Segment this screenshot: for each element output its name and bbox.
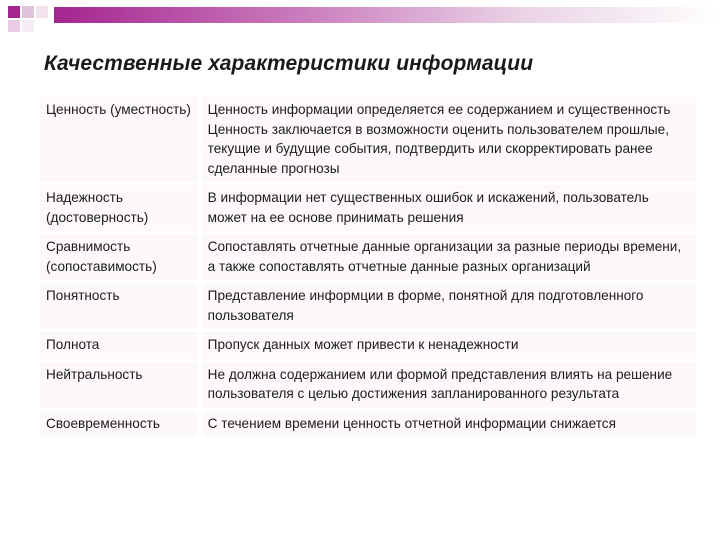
- characteristic-description: В информации нет существенных ошибок и искажений, пользователь может на ее основе принимать решения: [202, 185, 696, 231]
- characteristic-name: Сравнимость (сопоставимость): [40, 234, 202, 280]
- decor-square: [22, 20, 34, 32]
- characteristic-description: Пропуск данных может привести к ненадежности: [202, 332, 696, 359]
- table-row: [40, 362, 696, 408]
- table-row: [40, 185, 696, 231]
- characteristic-description: Ценность информации определяется ее содержанием и существенность Ценность заключается в возможности оценить пользователем прошлые, текущие и будущие события, подтвердить или скорректировать ранее сделанные прогнозы: [202, 97, 696, 182]
- characteristic-name: Полнота: [40, 332, 202, 359]
- characteristic-name: Своевременность: [40, 411, 202, 438]
- characteristic-name: Понятность: [40, 283, 202, 329]
- decor-square: [8, 6, 20, 18]
- characteristic-name: Ценность (уместность): [40, 97, 202, 182]
- decor-square: [8, 20, 20, 32]
- slide-title: Качественные характеристики информации: [44, 52, 534, 75]
- characteristic-name: Нейтральность: [40, 362, 202, 408]
- characteristics-table: [40, 94, 696, 440]
- table-row: [40, 234, 696, 280]
- gradient-band: [54, 7, 720, 23]
- characteristic-description: Представление информции в форме, понятной для подготовленного пользователя: [202, 283, 696, 329]
- table-row: [40, 411, 696, 438]
- characteristic-description: С течением времени ценность отчетной информации снижается: [202, 411, 696, 438]
- table-row: [40, 283, 696, 329]
- table-row: [40, 332, 696, 359]
- characteristic-name: Надежность (достоверность): [40, 185, 202, 231]
- header-decoration: [0, 0, 720, 40]
- characteristic-description: Не должна содержанием или формой представления влиять на решение пользователя с целью достижения запланированного результата: [202, 362, 696, 408]
- decor-square: [36, 6, 48, 18]
- decor-square: [22, 6, 34, 18]
- characteristic-description: Сопоставлять отчетные данные организации за разные периоды времени, а также сопоставлять отчетные данные разных организаций: [202, 234, 696, 280]
- table-row: [40, 97, 696, 182]
